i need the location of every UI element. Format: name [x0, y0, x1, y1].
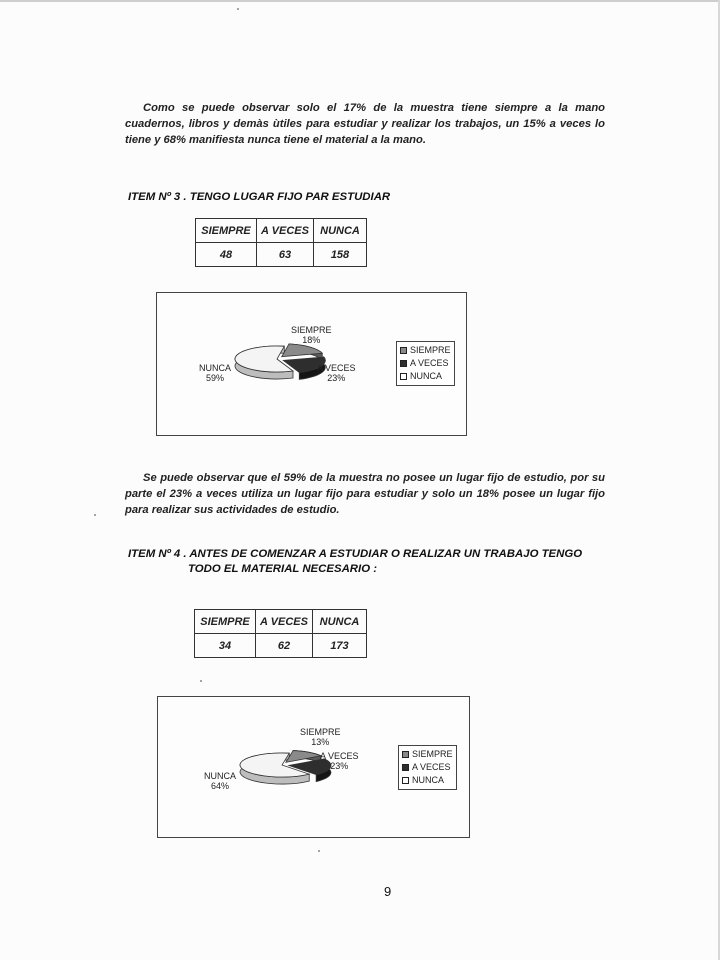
- pie-chart-item-4: [157, 696, 470, 838]
- pie-chart-item-3: [156, 292, 467, 436]
- table-header-cell: SIEMPRE: [195, 610, 256, 634]
- slice-label-category: A VECES: [320, 751, 359, 761]
- slice-label-nunca: [204, 771, 236, 791]
- paragraph-1: [125, 100, 605, 148]
- table-cell: 173: [313, 634, 367, 658]
- legend-label: A VECES: [410, 358, 449, 368]
- paragraph-2-text: Se puede observar que el 59% de la muestra no posee un lugar fijo de estudio, por su parte el 23% a veces utiliza un lugar fijo para estudiar y solo un 18% posee un lugar fijo para realizar sus actividades de estudio.: [125, 472, 605, 516]
- scan-speck: [200, 680, 202, 682]
- item-4-heading-line-1: ITEM Nº 4 . ANTES DE COMENZAR A ESTUDIAR O REALIZAR UN TRABAJO TENGO: [128, 548, 583, 560]
- item-4-heading-line-2: TODO EL MATERIAL NECESARIO :: [188, 563, 378, 575]
- legend-item-nunca: [400, 370, 451, 383]
- table-header-cell: NUNCA: [313, 610, 367, 634]
- page-edge: [0, 0, 720, 2]
- slice-label-percent: 23%: [327, 373, 346, 383]
- chart-legend: [398, 745, 457, 790]
- slice-label-percent: 18%: [302, 335, 321, 345]
- slice-label-siempre: [291, 325, 332, 345]
- slice-label-a-veces: [317, 363, 356, 383]
- slice-label-a-veces: [320, 751, 359, 771]
- slice-label-percent: 13%: [311, 737, 330, 747]
- legend-swatch: [400, 360, 407, 367]
- slice-label-category: NUNCA: [199, 363, 232, 373]
- table-cell: 158: [314, 243, 367, 267]
- table-header-cell: A VECES: [257, 219, 314, 243]
- item-3-heading: ITEM Nº 3 . TENGO LUGAR FIJO PAR ESTUDIAR: [128, 191, 391, 203]
- paragraph-2: [125, 470, 605, 518]
- legend-item-a-veces: [400, 357, 451, 370]
- table-header-cell: A VECES: [256, 610, 313, 634]
- legend-label: SIEMPRE: [410, 345, 451, 355]
- table-cell: 48: [196, 243, 257, 267]
- slice-label-percent: 23%: [330, 761, 349, 771]
- legend-item-siempre: [400, 344, 451, 357]
- slice-label-percent: 64%: [211, 781, 230, 791]
- table-row: [195, 634, 367, 658]
- slice-label-nunca: [199, 363, 231, 383]
- legend-item-siempre: [402, 748, 453, 761]
- legend-label: SIEMPRE: [412, 749, 453, 759]
- table-cell: 34: [195, 634, 256, 658]
- chart-legend: [396, 341, 455, 386]
- item-3-table: [195, 218, 367, 267]
- legend-swatch: [402, 751, 409, 758]
- slice-label-siempre: [300, 727, 341, 747]
- table-header-cell: NUNCA: [314, 219, 367, 243]
- scan-speck: [318, 850, 320, 852]
- legend-swatch: [402, 777, 409, 784]
- legend-swatch: [400, 373, 407, 380]
- table-cell: 62: [256, 634, 313, 658]
- item-4-table: [194, 609, 367, 658]
- scan-speck: [94, 514, 96, 516]
- legend-label: NUNCA: [410, 371, 443, 381]
- legend-swatch: [402, 764, 409, 771]
- slice-label-category: SIEMPRE: [300, 727, 341, 737]
- slice-label-category: SIEMPRE: [291, 325, 332, 335]
- table-header-cell: SIEMPRE: [196, 219, 257, 243]
- legend-swatch: [400, 347, 407, 354]
- table-header-row: [196, 219, 367, 243]
- table-cell: 63: [257, 243, 314, 267]
- slice-label-category: NUNCA: [204, 771, 237, 781]
- legend-label: NUNCA: [412, 775, 445, 785]
- slice-label-category: A VECES: [317, 363, 356, 373]
- legend-item-a-veces: [402, 761, 453, 774]
- table-header-row: [195, 610, 367, 634]
- legend-item-nunca: [402, 774, 453, 787]
- paragraph-1-text: Como se puede observar solo el 17% de la muestra tiene siempre a la mano cuadernos, libros y demàs ùtiles para estudiar y realizar los trabajos, un 15% a veces lo tiene y 68% manifiesta nunca tiene el material a la mano.: [125, 102, 605, 146]
- item-4-heading: [128, 547, 582, 577]
- slice-label-percent: 59%: [206, 373, 225, 383]
- scan-speck: [237, 8, 239, 10]
- page-number: 9: [384, 884, 392, 899]
- legend-label: A VECES: [412, 762, 451, 772]
- table-row: [196, 243, 367, 267]
